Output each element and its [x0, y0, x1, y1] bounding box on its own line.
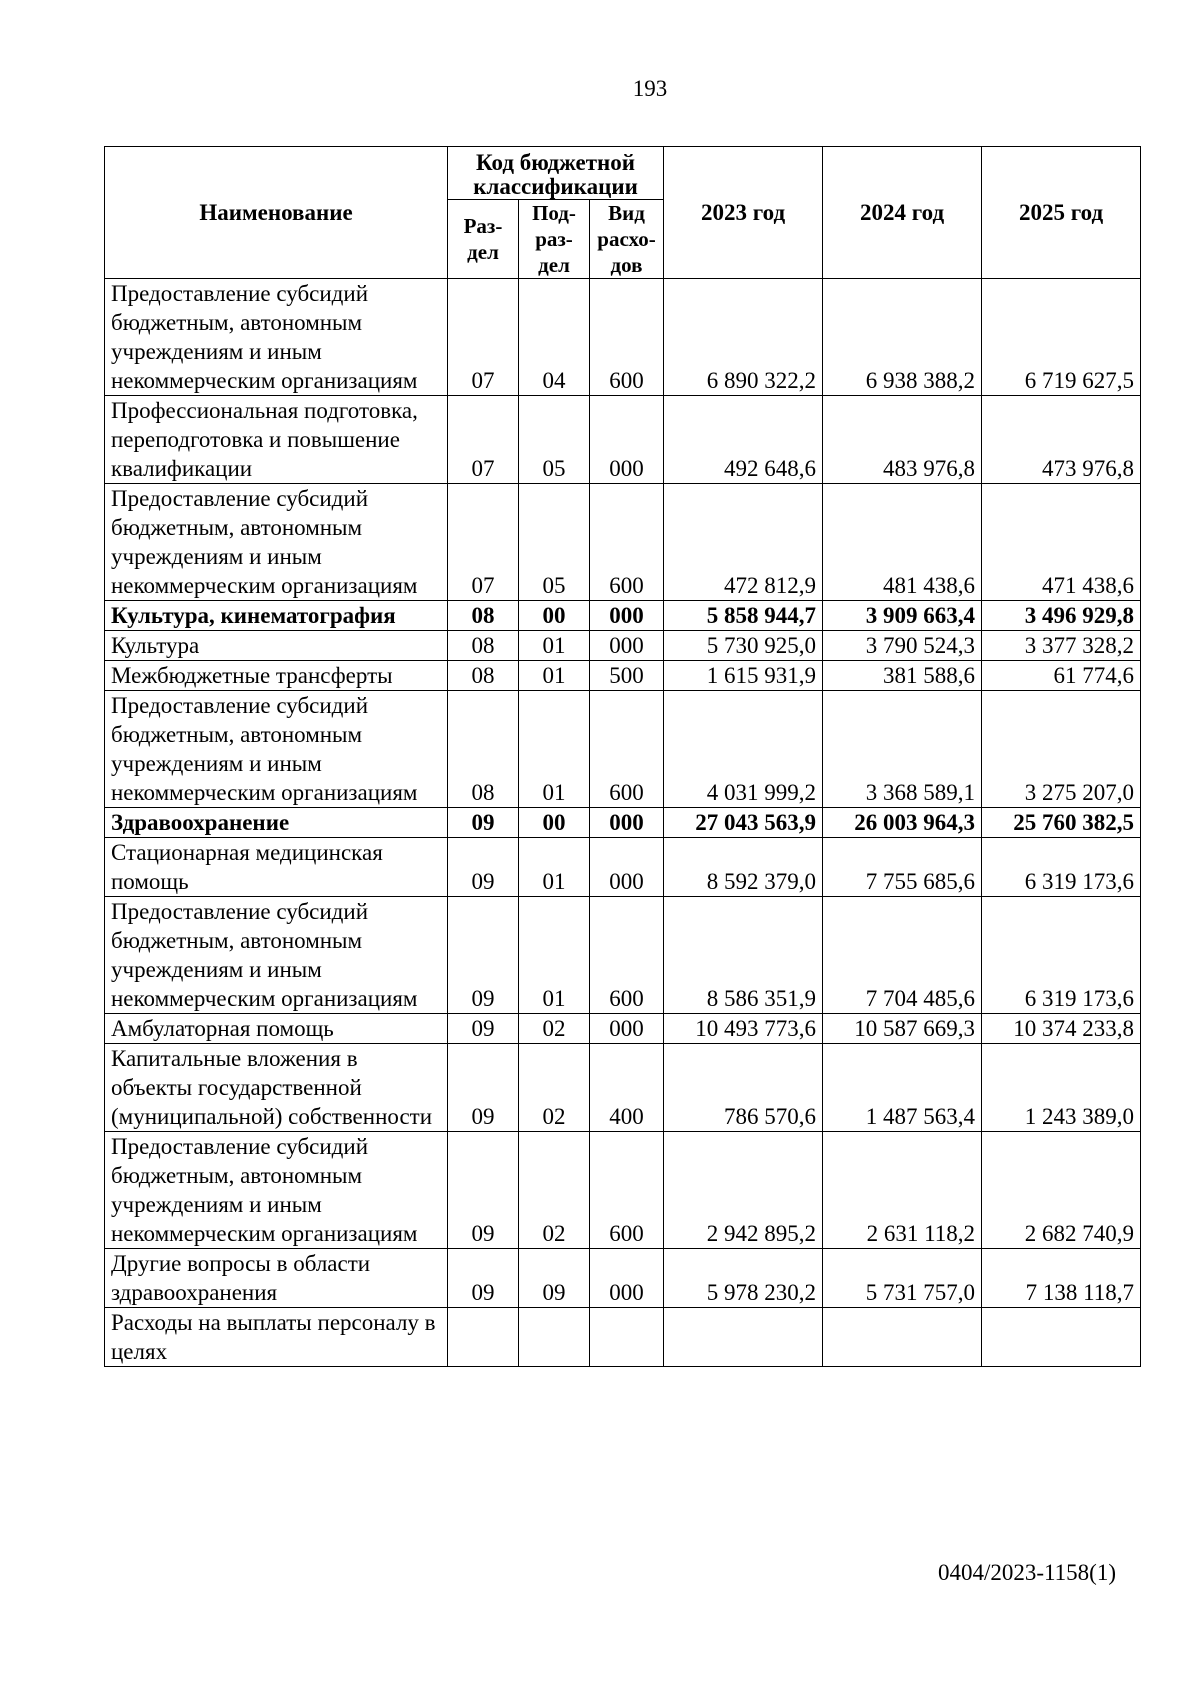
table-row [105, 1308, 1141, 1367]
cell-name: Стационарная медицинская помощь [105, 838, 448, 897]
cell-podrazdel: 02 [519, 1044, 590, 1132]
cell-podrazdel: 04 [519, 279, 590, 396]
cell-y2024: 381 588,6 [823, 661, 982, 691]
cell-y2023: 4 031 999,2 [664, 691, 823, 808]
cell-podrazdel: 01 [519, 691, 590, 808]
cell-vid: 000 [590, 631, 664, 661]
cell-vid: 600 [590, 691, 664, 808]
cell-vid: 500 [590, 661, 664, 691]
table-row [105, 279, 1141, 396]
cell-razdel: 07 [448, 279, 519, 396]
cell-y2025: 7 138 118,7 [982, 1249, 1141, 1308]
cell-name: Капитальные вложения в объекты государственной (муниципальной) собственности [105, 1044, 448, 1132]
document-id: 0404/2023-1158(1) [937, 1560, 1116, 1585]
table-row [105, 897, 1141, 1014]
cell-razdel: 09 [448, 1014, 519, 1044]
cell-podrazdel: 02 [519, 1132, 590, 1249]
cell-vid [590, 1308, 664, 1367]
page-number: 193 [632, 76, 668, 101]
cell-name: Другие вопросы в области здравоохранения [105, 1249, 448, 1308]
header-podrazdel: Под- раз- дел [519, 200, 590, 279]
cell-razdel: 08 [448, 631, 519, 661]
cell-y2025: 2 682 740,9 [982, 1132, 1141, 1249]
cell-vid: 000 [590, 808, 664, 838]
cell-vid: 000 [590, 601, 664, 631]
table-row [105, 691, 1141, 808]
cell-razdel: 07 [448, 396, 519, 484]
cell-y2024: 6 938 388,2 [823, 279, 982, 396]
cell-vid: 600 [590, 279, 664, 396]
cell-name: Предоставление субсидий бюджетным, автономным учреждениям и иным некоммерческим организациям [105, 691, 448, 808]
header-2025: 2025 год [982, 147, 1141, 279]
cell-y2025: 6 719 627,5 [982, 279, 1141, 396]
cell-y2023: 472 812,9 [664, 484, 823, 601]
header-row-1 [105, 147, 1141, 200]
cell-razdel: 09 [448, 1132, 519, 1249]
cell-y2023: 27 043 563,9 [664, 808, 823, 838]
table-row [105, 1044, 1141, 1132]
table-row [105, 838, 1141, 897]
cell-y2025: 471 438,6 [982, 484, 1141, 601]
cell-y2023: 5 978 230,2 [664, 1249, 823, 1308]
cell-y2023: 8 592 379,0 [664, 838, 823, 897]
cell-razdel: 09 [448, 838, 519, 897]
cell-y2025: 6 319 173,6 [982, 838, 1141, 897]
cell-vid: 000 [590, 396, 664, 484]
cell-razdel: 09 [448, 897, 519, 1014]
cell-razdel: 08 [448, 661, 519, 691]
cell-y2024: 3 368 589,1 [823, 691, 982, 808]
cell-name: Профессиональная подготовка, переподготовка и повышение квалификации [105, 396, 448, 484]
cell-podrazdel: 09 [519, 1249, 590, 1308]
cell-name: Культура [105, 631, 448, 661]
cell-name: Предоставление субсидий бюджетным, автономным учреждениям и иным некоммерческим организациям [105, 897, 448, 1014]
table-row [105, 601, 1141, 631]
cell-vid: 600 [590, 897, 664, 1014]
table-row [105, 808, 1141, 838]
cell-y2023: 5 730 925,0 [664, 631, 823, 661]
cell-y2024: 3 790 524,3 [823, 631, 982, 661]
cell-razdel: 07 [448, 484, 519, 601]
cell-y2025: 473 976,8 [982, 396, 1141, 484]
table-row [105, 1132, 1141, 1249]
cell-vid: 000 [590, 838, 664, 897]
cell-razdel: 08 [448, 601, 519, 631]
cell-vid: 600 [590, 484, 664, 601]
cell-y2024: 26 003 964,3 [823, 808, 982, 838]
cell-name: Культура, кинематография [105, 601, 448, 631]
cell-name: Предоставление субсидий бюджетным, автономным учреждениям и иным некоммерческим организациям [105, 279, 448, 396]
table-row [105, 661, 1141, 691]
table-row [105, 396, 1141, 484]
cell-y2025 [982, 1308, 1141, 1367]
cell-y2023: 5 858 944,7 [664, 601, 823, 631]
table-row [105, 631, 1141, 661]
cell-y2024: 7 755 685,6 [823, 838, 982, 897]
cell-name: Амбулаторная помощь [105, 1014, 448, 1044]
header-razdel: Раз- дел [448, 200, 519, 279]
cell-y2023: 492 648,6 [664, 396, 823, 484]
cell-podrazdel: 01 [519, 631, 590, 661]
cell-y2025: 61 774,6 [982, 661, 1141, 691]
cell-y2023: 10 493 773,6 [664, 1014, 823, 1044]
cell-y2025: 1 243 389,0 [982, 1044, 1141, 1132]
cell-razdel: 09 [448, 808, 519, 838]
cell-y2024: 2 631 118,2 [823, 1132, 982, 1249]
cell-vid: 600 [590, 1132, 664, 1249]
header-vid: Вид расхо- дов [590, 200, 664, 279]
cell-vid: 400 [590, 1044, 664, 1132]
cell-y2024: 1 487 563,4 [823, 1044, 982, 1132]
cell-y2023: 8 586 351,9 [664, 897, 823, 1014]
cell-podrazdel: 05 [519, 484, 590, 601]
cell-podrazdel: 01 [519, 661, 590, 691]
cell-y2025: 10 374 233,8 [982, 1014, 1141, 1044]
cell-vid: 000 [590, 1249, 664, 1308]
cell-y2024: 483 976,8 [823, 396, 982, 484]
table-body [105, 279, 1141, 1367]
cell-y2024: 481 438,6 [823, 484, 982, 601]
cell-podrazdel [519, 1308, 590, 1367]
cell-y2024: 5 731 757,0 [823, 1249, 982, 1308]
cell-name: Здравоохранение [105, 808, 448, 838]
table-row [105, 1249, 1141, 1308]
cell-razdel: 09 [448, 1044, 519, 1132]
cell-y2023: 6 890 322,2 [664, 279, 823, 396]
budget-table [104, 146, 1141, 1367]
cell-podrazdel: 02 [519, 1014, 590, 1044]
cell-podrazdel: 05 [519, 396, 590, 484]
cell-y2023 [664, 1308, 823, 1367]
table-row [105, 484, 1141, 601]
cell-y2024: 10 587 669,3 [823, 1014, 982, 1044]
cell-razdel: 08 [448, 691, 519, 808]
cell-y2024: 3 909 663,4 [823, 601, 982, 631]
cell-name: Расходы на выплаты персоналу в целях [105, 1308, 448, 1367]
cell-y2025: 3 496 929,8 [982, 601, 1141, 631]
cell-y2023: 2 942 895,2 [664, 1132, 823, 1249]
cell-razdel [448, 1308, 519, 1367]
header-2023: 2023 год [664, 147, 823, 279]
cell-y2023: 1 615 931,9 [664, 661, 823, 691]
cell-y2024 [823, 1308, 982, 1367]
header-name: Наименование [105, 147, 448, 279]
cell-y2025: 3 377 328,2 [982, 631, 1141, 661]
cell-name: Предоставление субсидий бюджетным, автономным учреждениям и иным некоммерческим организациям [105, 484, 448, 601]
cell-y2023: 786 570,6 [664, 1044, 823, 1132]
header-2024: 2024 год [823, 147, 982, 279]
cell-y2025: 3 275 207,0 [982, 691, 1141, 808]
cell-podrazdel: 00 [519, 601, 590, 631]
cell-podrazdel: 01 [519, 838, 590, 897]
cell-y2024: 7 704 485,6 [823, 897, 982, 1014]
cell-y2025: 25 760 382,5 [982, 808, 1141, 838]
cell-vid: 000 [590, 1014, 664, 1044]
table-row [105, 1014, 1141, 1044]
cell-name: Предоставление субсидий бюджетным, автономным учреждениям и иным некоммерческим организациям [105, 1132, 448, 1249]
cell-razdel: 09 [448, 1249, 519, 1308]
cell-podrazdel: 00 [519, 808, 590, 838]
cell-podrazdel: 01 [519, 897, 590, 1014]
cell-name: Межбюджетные трансферты [105, 661, 448, 691]
header-code-group: Код бюджетной классификации [448, 147, 664, 200]
cell-y2025: 6 319 173,6 [982, 897, 1141, 1014]
